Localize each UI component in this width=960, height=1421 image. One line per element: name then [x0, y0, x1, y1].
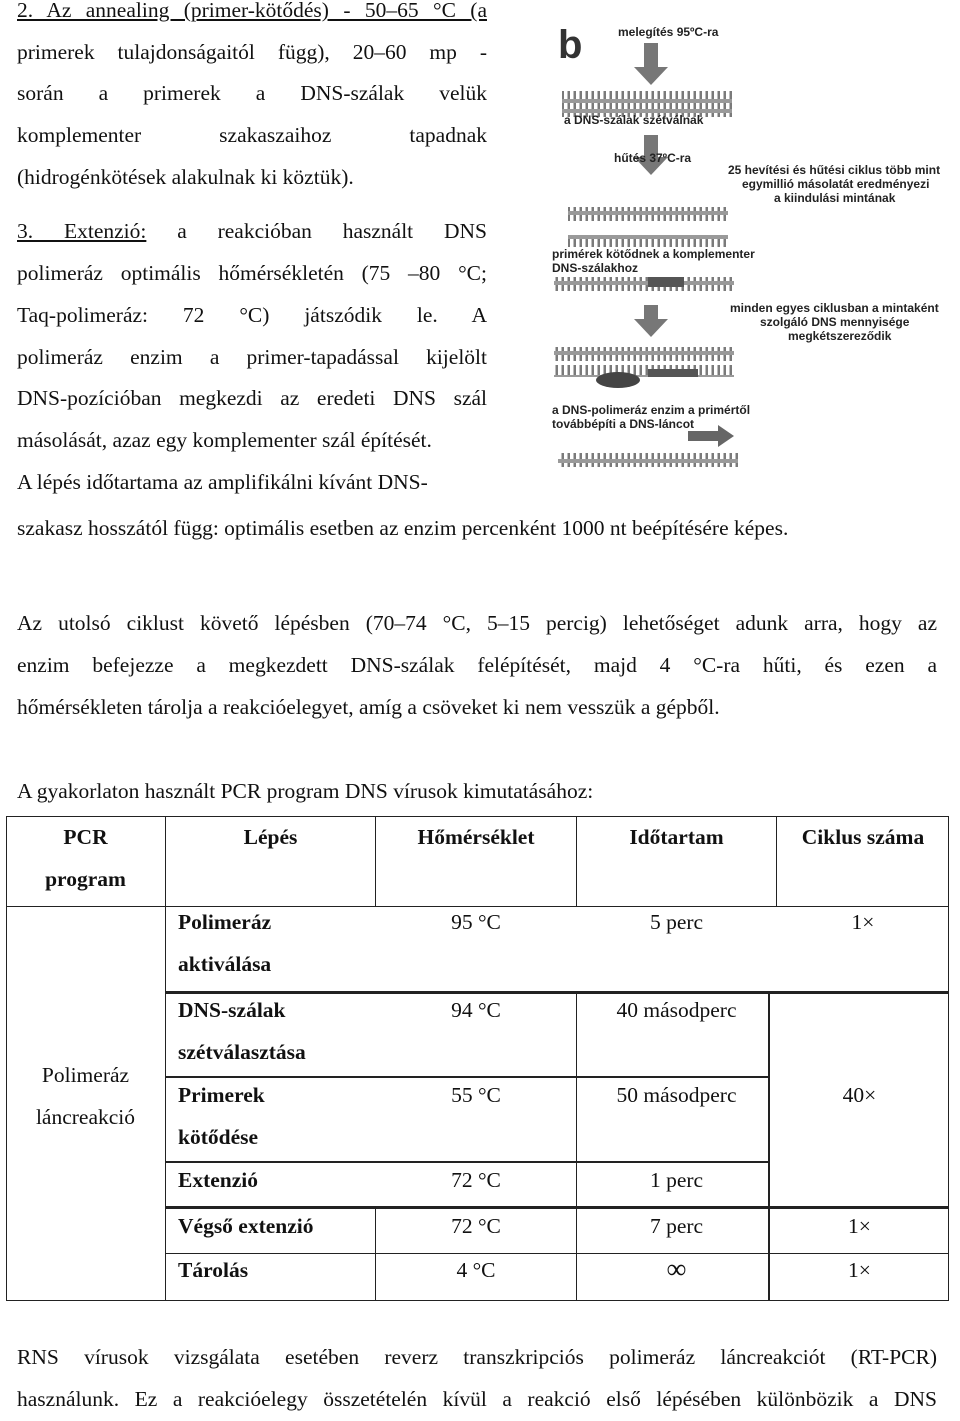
row-5-step: Végső extenzió [178, 1214, 314, 1238]
label-primers-2: DNS-szálakhoz [552, 261, 639, 275]
row-2-duration: 40 másodperc [616, 998, 737, 1022]
extension-line-5: DNS-pozícióban megkezdi az eredeti DNS szál [17, 386, 487, 411]
row-2-temperature: 94 °C [451, 998, 501, 1022]
down-arrow-1-shaft [644, 43, 658, 69]
header-duration: Időtartam [629, 825, 724, 849]
extension-strand-top [554, 347, 734, 361]
table-border-bottom [6, 1300, 949, 1301]
annealing-line-2: primerek tulajdonságaitól függ), 20–60 mp - [17, 39, 487, 64]
row-4-duration: 1 perc [649, 1168, 704, 1192]
rna-paragraph [17, 1337, 937, 1421]
label-cool: hűtés 37ºC-ra [614, 151, 692, 165]
row-6-step: Tárolás [178, 1258, 249, 1282]
row-3-duration: 50 másodperc [616, 1083, 737, 1107]
header-step: Lépés [243, 825, 298, 849]
annealing-line-4: komplementer szakaszaihoz tapadnak [17, 123, 487, 148]
label-doubling-1: minden egyes ciklusban a mintaként [730, 301, 939, 315]
row-4-step: Extenzió [178, 1168, 259, 1192]
program-name-1: Polimeráz [41, 1063, 130, 1087]
row-2-step-line-1: DNS-szálak [178, 998, 286, 1022]
row-1-cycles: 1× [851, 910, 875, 934]
table-intro: A gyakorlaton használt PCR program DNS vírusok kimutatásához: [17, 779, 594, 803]
extension-line-1 [17, 211, 487, 253]
row-6-temperature: 4 °C [456, 1258, 496, 1282]
extension-heading: 3. Extenzió: [17, 219, 147, 244]
annealing-extension-text [17, 0, 487, 503]
extension-line-4: polimeráz enzim a primer-tapadással kijelölt [17, 344, 487, 369]
label-cycles-1: 25 hevítési és hűtési ciklus több mint [728, 163, 941, 177]
final-step-line-3: hőmérsékleten tárolja a reakcióelegyet, amíg a csöveket ki nem vesszük a gépből. [17, 695, 720, 719]
row-6-duration: ∞ [666, 1254, 687, 1285]
ssdna-top [568, 207, 728, 221]
label-separate: a DNS-szálak szétválnak [564, 113, 704, 127]
label-doubling-3: megkétszereződik [788, 329, 892, 343]
row-1-duration: 5 perc [649, 910, 704, 934]
down-arrow-3-head [634, 319, 668, 337]
ssdna-bottom-1 [568, 235, 728, 247]
primer-mark-1 [648, 277, 684, 287]
annealing-line-5: (hidrogénkötések alakulnak ki köztük). [17, 164, 354, 189]
extension-arrow [688, 425, 734, 447]
extension-line-7: A lépés időtartama az amplifikálni kívánt DNS- [17, 469, 428, 494]
primer-bound-top [554, 277, 734, 291]
dsdna-top [562, 91, 732, 105]
paragraph-gap [17, 198, 487, 211]
down-arrow-3-shaft [644, 305, 658, 321]
row-5-duration: 7 perc [649, 1214, 704, 1238]
col-sep-1 [165, 816, 166, 1301]
header-program-2: program [45, 867, 126, 891]
label-primers-1: primérek kötődnek a komplementer [552, 247, 755, 261]
cycle-block-count: 40× [842, 1083, 877, 1107]
header-cycles: Ciklus száma [801, 825, 925, 849]
new-strand-segment [648, 369, 698, 377]
extension-strand-bottom [554, 365, 734, 377]
row-3-temperature: 55 °C [451, 1083, 501, 1107]
extension-tail-line: szakasz hosszától függ: optimális esetben az enzim percenként 1000 nt beépítésére képes. [17, 516, 789, 540]
extension-line-2: polimeráz optimális hőmérsékletén (75 –80 °C; [17, 261, 487, 286]
label-heat: melegítés 95ºC-ra [618, 25, 719, 39]
row-1-step-line-1: Polimeráz [178, 910, 272, 934]
row-5-temperature: 72 °C [451, 1214, 501, 1238]
extension-line-6: másolását, azaz egy komplementer szál építését. [17, 427, 432, 452]
row-2-step-line-2: szétválasztása [178, 1040, 306, 1064]
row-3-step-line-2: kötődése [178, 1125, 259, 1149]
final-step-line-1: Az utolsó ciklust követő lépésben (70–74 °C, 5–15 percig) lehetőséget adunk arra, hogy az [17, 611, 937, 635]
pcr-cycle-figure [548, 15, 960, 475]
pcr-program-table [6, 816, 949, 1301]
final-step-paragraph [17, 603, 937, 729]
annealing-line-1: 2. Az annealing (primer-kötődés) - 50–65 °C (a [17, 0, 487, 22]
row-3-step-line-1: Primerek [178, 1083, 265, 1107]
label-cycles-2: egymillió másolatát eredményezi [742, 177, 930, 191]
extended-strand-bottom [558, 453, 738, 467]
extension-line-1-rest: a reakcióban használt DNS [146, 219, 487, 244]
header-temperature: Hőmérséklet [417, 825, 535, 849]
polymerase-blob [596, 372, 640, 388]
label-polymerase-2: továbbépíti a DNS-láncot [552, 417, 695, 431]
row-6-cycles: 1× [848, 1258, 871, 1282]
row-4-temperature: 72 °C [451, 1168, 501, 1192]
row-5-cycles: 1× [848, 1214, 871, 1238]
label-cycles-3: a kiindulási mintának [774, 191, 896, 205]
down-arrow-1-head [634, 67, 668, 85]
label-polymerase-1: a DNS-polimeráz enzim a primértől [552, 403, 751, 417]
row-1-temperature: 95 °C [451, 910, 501, 934]
rna-line-1: RNS vírusok vizsgálata esetében reverz transzkripciós polimeráz láncreakciót (RT-PCR) [17, 1345, 937, 1369]
panel-letter: b [558, 23, 583, 67]
rna-line-2: használunk. Ez a reakcióelegy összetételén kívül a reakció első lépésében különbözik a DNS [17, 1387, 937, 1411]
extension-line-3: Taq-polimeráz: 72 °C) játszódik le. A [17, 302, 487, 327]
label-doubling-2: szolgáló DNS mennyisége [760, 315, 910, 329]
annealing-line-3: során a primerek a DNS-szálak velük [17, 81, 487, 106]
header-program-1: PCR [63, 825, 108, 849]
row-1-step-line-2: aktiválása [178, 952, 272, 976]
program-name-2: láncreakció [35, 1105, 136, 1129]
final-step-line-2: enzim befejezze a megkezdett DNS-szálak felépítését, majd 4 °C-ra hűti, és ezen a [17, 653, 937, 677]
